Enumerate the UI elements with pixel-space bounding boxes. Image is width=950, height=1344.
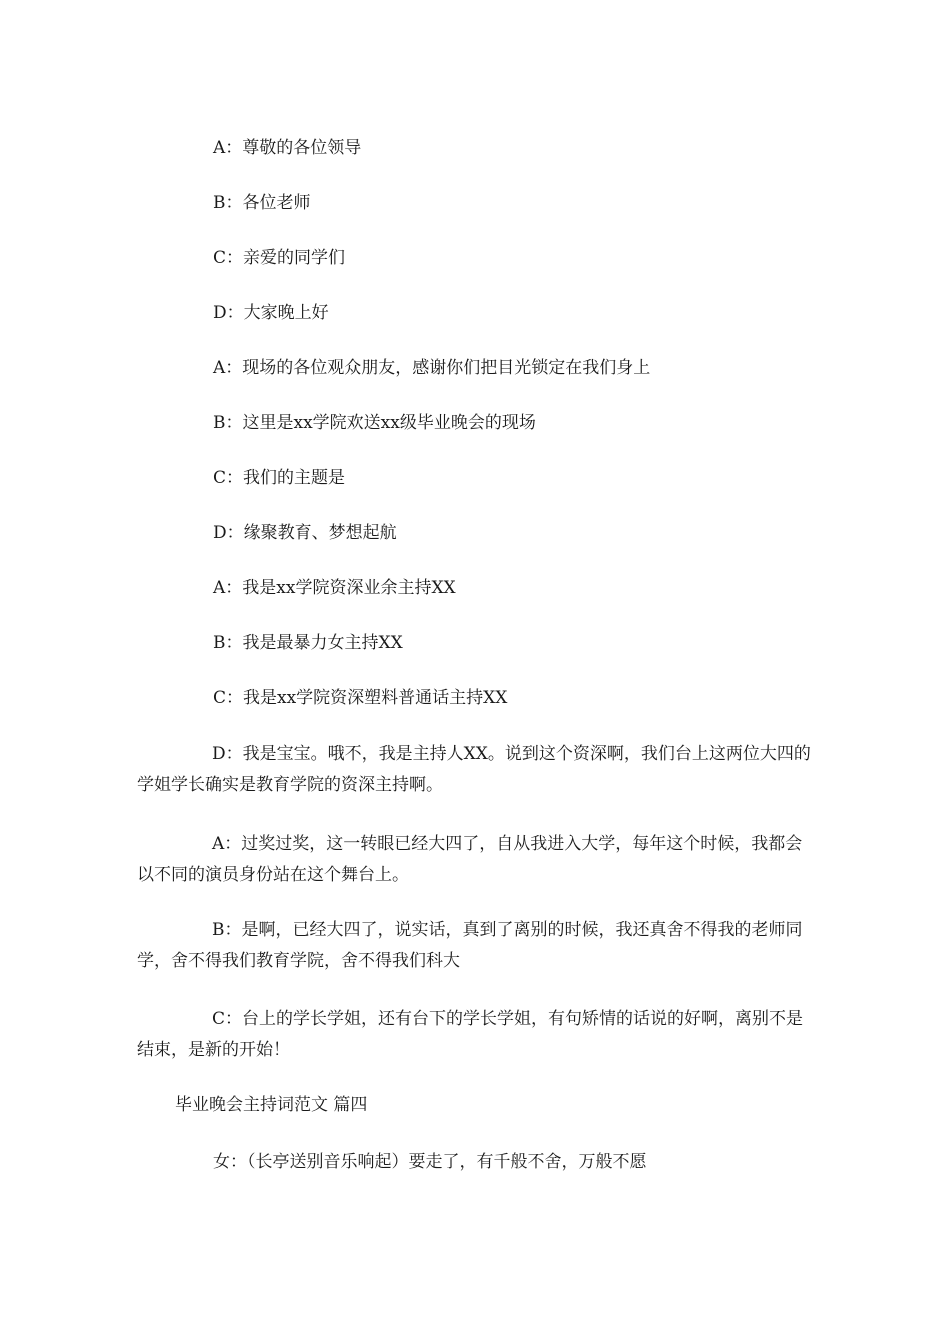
dialogue-line: B：这里是xx学院欢送xx级毕业晚会的现场 bbox=[213, 413, 536, 433]
dialogue-paragraph: A：过奖过奖，这一转眼已经大四了，自从我进入大学，每年这个时候，我都会以不同的演员身份站在这个舞台上。 bbox=[137, 834, 803, 885]
dialogue-line: A：尊敬的各位领导 bbox=[213, 138, 362, 158]
dialogue-line: A：我是xx学院资深业余主持XX bbox=[213, 578, 456, 598]
dialogue-paragraph: B：是啊，已经大四了，说实话，真到了离别的时候，我还真舍不得我的老师同学，舍不得我们教育学院，舍不得我们科大 bbox=[137, 920, 803, 971]
dialogue-line: C：我是xx学院资深塑料普通话主持XX bbox=[213, 688, 508, 708]
dialogue-line: D：缘聚教育、梦想起航 bbox=[213, 523, 397, 543]
dialogue-paragraph: C：台上的学长学姐，还有台下的学长学姐，有句矫情的话说的好啊，离别不是结束，是新的开始！ bbox=[137, 1009, 804, 1060]
dialogue-line: D：大家晚上好 bbox=[213, 303, 329, 323]
dialogue-line: C：亲爱的同学们 bbox=[213, 248, 346, 268]
dialogue-line: B：各位老师 bbox=[213, 193, 311, 213]
dialogue-line: A：现场的各位观众朋友，感谢你们把目光锁定在我们身上 bbox=[213, 358, 651, 378]
dialogue-line: 女：（长亭送别音乐响起）要走了，有千般不舍，万般不愿 bbox=[213, 1152, 647, 1172]
section-heading: 毕业晚会主持词范文 篇四 bbox=[175, 1095, 368, 1115]
dialogue-paragraph: D：我是宝宝。哦不，我是主持人XX。说到这个资深啊，我们台上这两位大四的学姐学长确实是教育学院的资深主持啊。 bbox=[137, 744, 811, 795]
dialogue-line: C：我们的主题是 bbox=[213, 468, 346, 488]
dialogue-line: B：我是最暴力女主持XX bbox=[213, 633, 403, 653]
